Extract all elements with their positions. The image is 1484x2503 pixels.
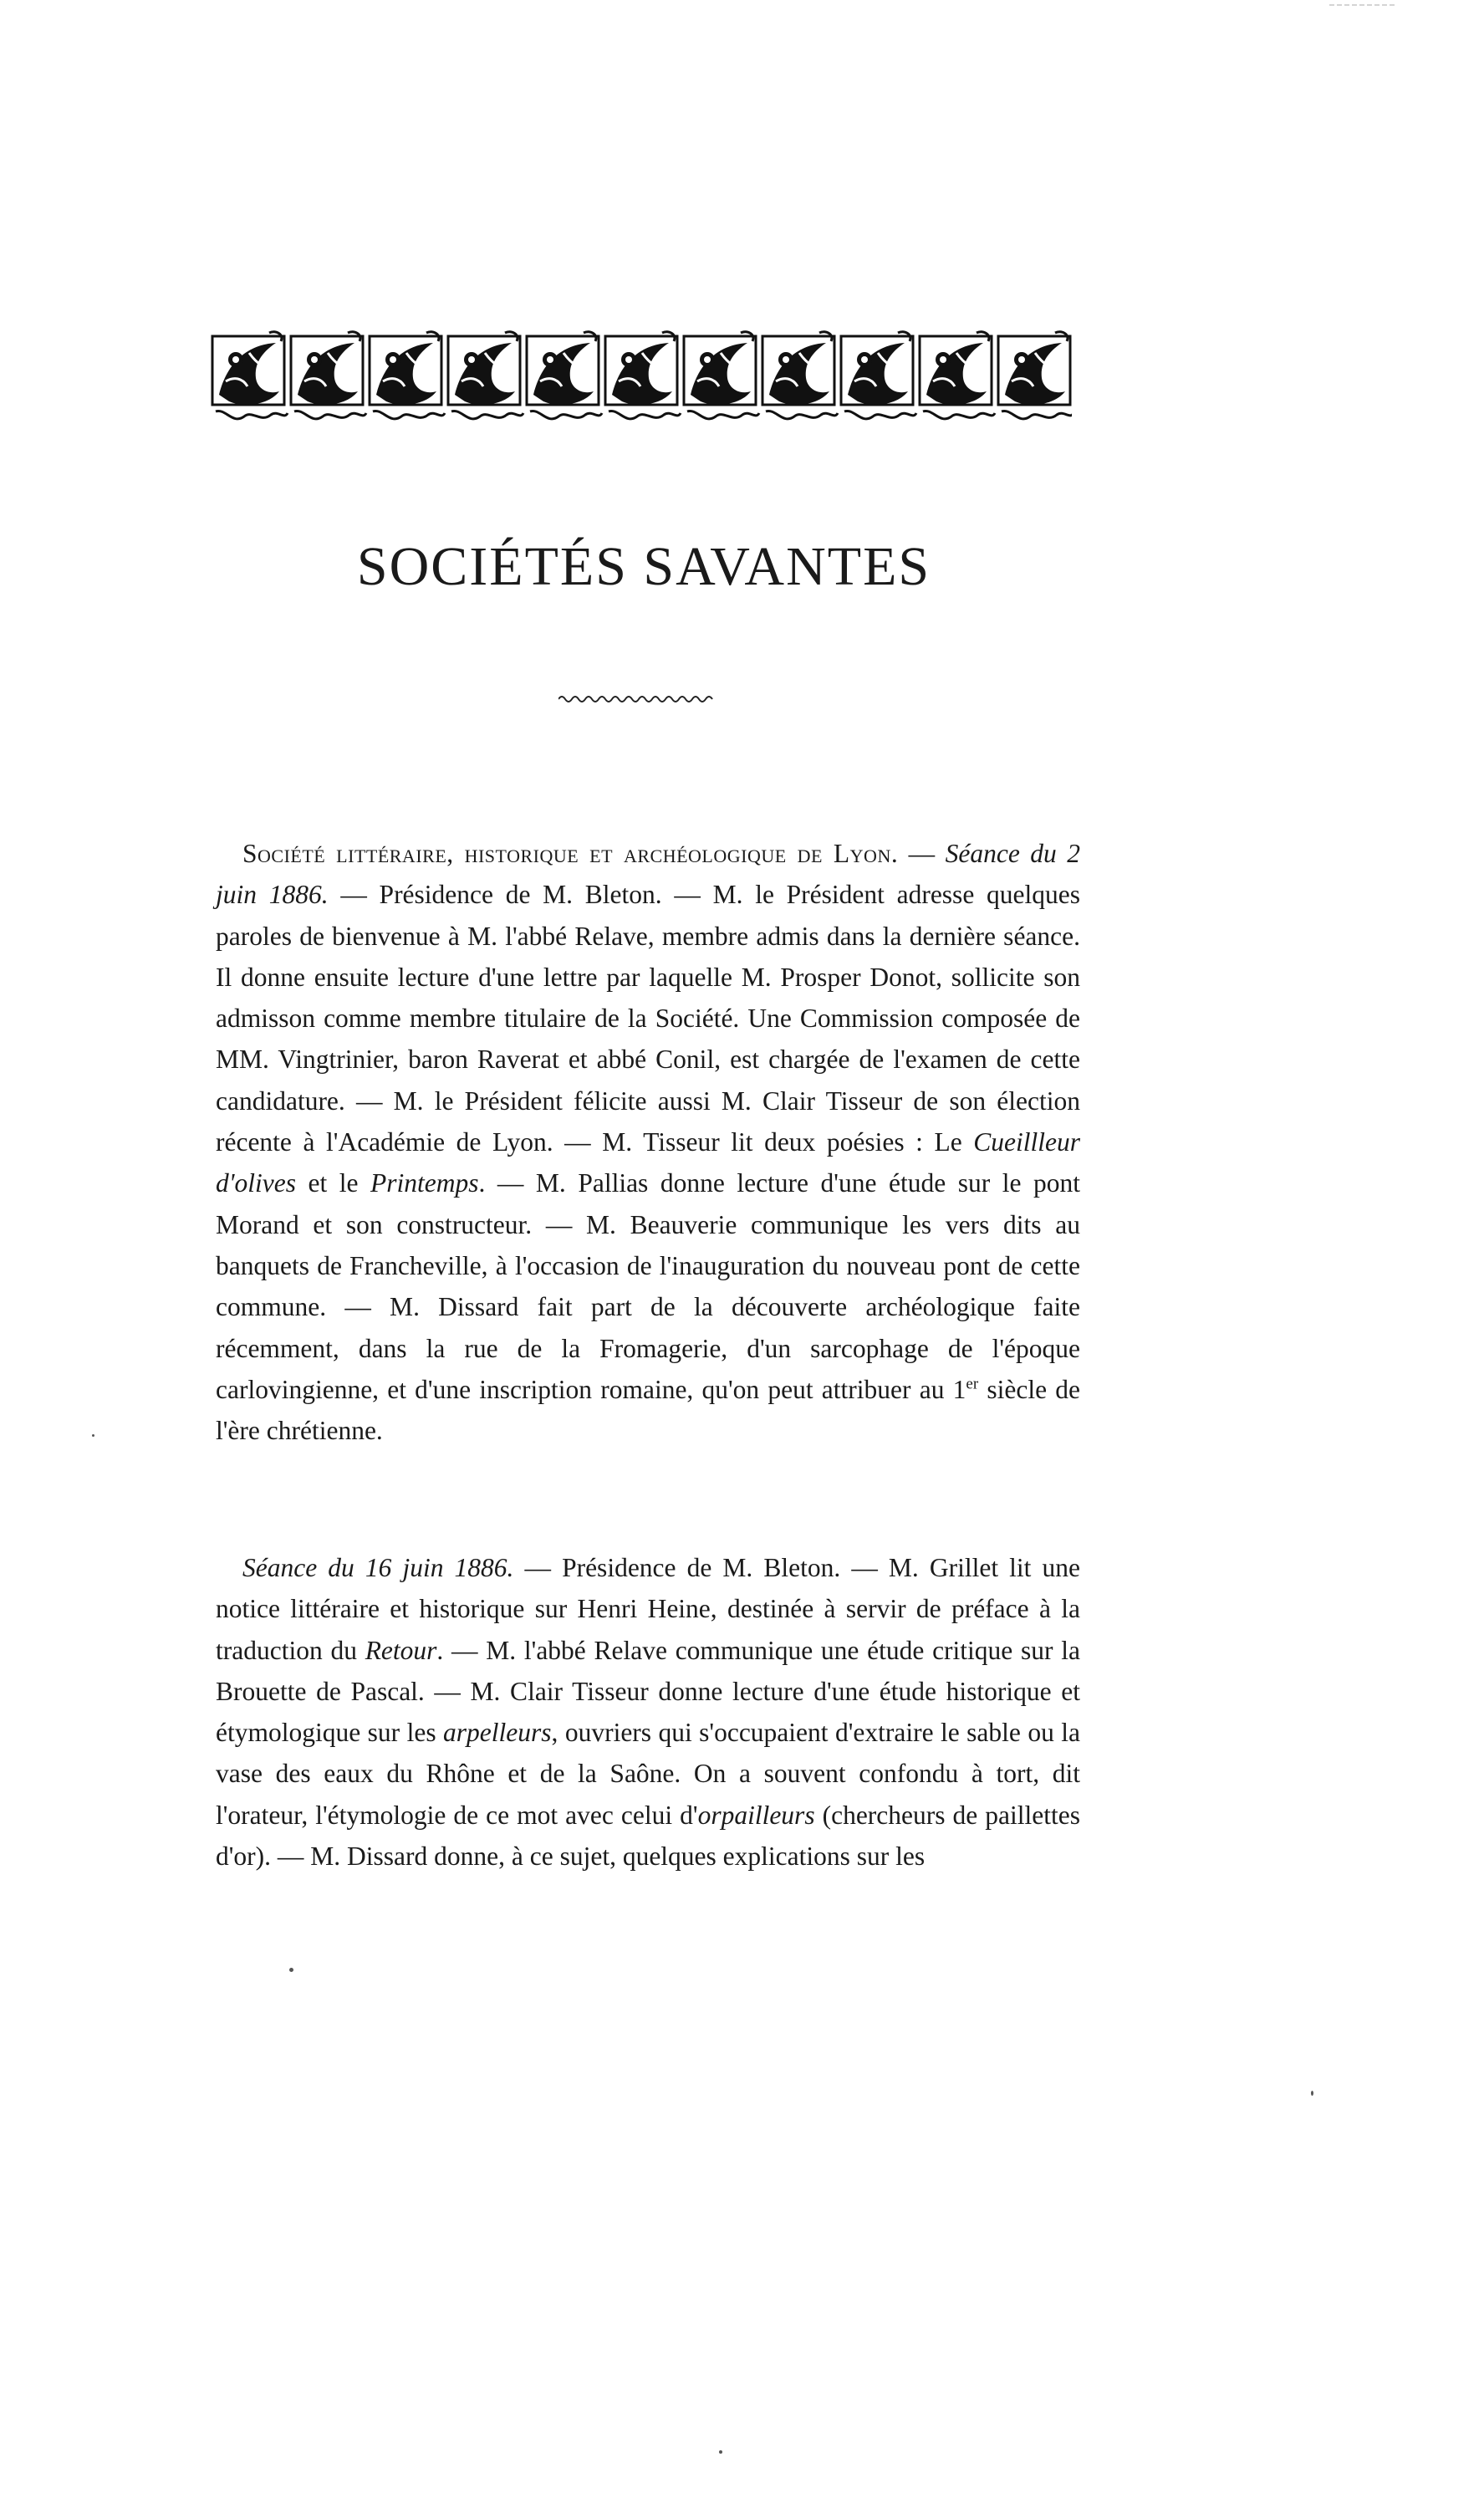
paragraph: Société littéraire, historique et archéologique de Lyon. — Séance du 2 juin 1886. — Présidence de M. Bleton. — M. le Président adresse quelques paroles de bienvenue à M. l'abbé Relave, membre admis dans la dernière séance. Il donne ensuite lecture d'une lettre par laquelle M. Prosper Donot, sollicite son admisson comme membre titulaire de la Société. Une Commission composée de MM. Vingtrinier, baron Raverat et abbé Conil, est chargée de l'examen de cette candidature. — M. le Président félicite aussi M. Clair Tisseur de son élection récente à l'Académie de Lyon. — M. Tisseur lit deux poésies : Le Cueillleur d'olives et le Printemps. — M. Pallias donne lecture d'une étude sur le pont Morand et son constructeur. — M. Beauverie communique les vers dits au banquets de Francheville, à l'occasion de l'inauguration du nouveau pont de cette commune. — M. Dissard fait part de la découverte archéologique faite récemment, dans la rue de la Fromagerie, d'un sarcophage de l'époque carlovingienne, et d'une inscription romaine, qu'on peut attribuer au 1er siècle de l'ère chrétienne. [216,839,1080,1446]
italic-term: arpelleurs [443,1718,552,1748]
superscript: er [966,1375,979,1393]
poem-title: Cueillleur d'olives [216,1127,1080,1198]
seance-date: Séance du 16 juin 1886. [242,1553,514,1582]
italic-term: orpailleurs [697,1800,815,1830]
work-title: Retour [365,1635,437,1665]
wavy-rule-icon [558,692,717,706]
page-title: SOCIÉTÉS SAVANTES [356,536,931,597]
fleuron-band-icon [211,328,1072,430]
society-heading: Société littéraire, historique et archéologique de Lyon. [242,839,899,868]
scan-speck [1311,2091,1313,2096]
scan-speck [289,1968,293,1972]
seance-date: Séance du 2 juin 1886. [216,839,1080,910]
paragraph: Séance du 16 juin 1886. — Présidence de M. Bleton. — M. Grillet lit une notice littéraire et historique sur Henri Heine, destinée à servir de préface à la traduction du Retour. — M. l'abbé Relave communique une étude critique sur la Brouette de Pascal. — M. Clair Tisseur donne lecture d'une étude historique et étymologique sur les arpelleurs, ouvriers qui s'occupaient d'extraire le sable ou la vase des eaux du Rhône et de la Saône. On a souvent confondu à tort, dit l'orateur, l'étymologie de ce mot avec celui d'orpailleurs (chercheurs de paillettes d'or). — M. Dissard donne, à ce sujet, quelques explications sur les [216,1553,1080,1872]
section-seance-16-juin [216,1547,1080,1877]
scan-edge-mark [1329,3,1396,7]
scan-speck [719,2450,722,2454]
poem-title: Printemps [370,1168,479,1198]
section-lyon-seance-2-juin [216,833,1080,1451]
scan-speck [92,1434,94,1437]
